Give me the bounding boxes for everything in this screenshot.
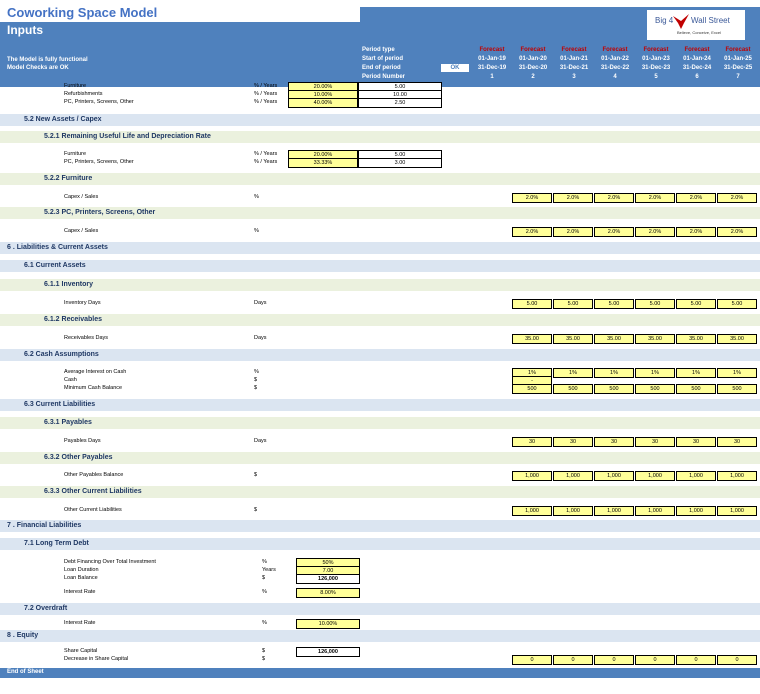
forecast-input[interactable]: 2.0% bbox=[635, 193, 675, 203]
pct-input[interactable]: 20.00% bbox=[288, 82, 358, 92]
heading-6-3: 6.3 Current Liabilities bbox=[24, 401, 96, 408]
period-number: 2 bbox=[531, 74, 535, 80]
row-label: PC, Printers, Screens, Other bbox=[64, 99, 134, 105]
overdraft-rate-input[interactable]: 10.00% bbox=[296, 619, 360, 629]
forecast-input[interactable]: 1% bbox=[553, 368, 593, 378]
heading-6: 6 . Liabilities & Current Assets bbox=[7, 244, 108, 251]
forecast-input[interactable]: 1% bbox=[594, 368, 634, 378]
title-bar bbox=[0, 0, 360, 22]
heading-6-1-2: 6.1.2 Receivables bbox=[44, 316, 102, 323]
heading-7: 7 . Financial Liabilities bbox=[7, 522, 82, 529]
forecast-input[interactable]: 5.00 bbox=[717, 299, 757, 309]
forecast-input[interactable]: 1,000 bbox=[512, 471, 552, 481]
period-number: 4 bbox=[613, 74, 617, 80]
forecast-input[interactable]: 35.00 bbox=[553, 334, 593, 344]
forecast-input[interactable]: 500 bbox=[717, 384, 757, 394]
row-label: Furniture bbox=[64, 83, 87, 89]
row-unit: % / Years bbox=[254, 91, 278, 97]
row-unit: % bbox=[262, 620, 267, 626]
forecast-input[interactable]: 35.00 bbox=[676, 334, 716, 344]
period-end: 31-Dec-25 bbox=[723, 65, 753, 71]
section-6-3-1 bbox=[0, 417, 760, 429]
forecast-input[interactable]: 30 bbox=[635, 437, 675, 447]
heading-7-1: 7.1 Long Term Debt bbox=[24, 540, 89, 547]
label-end: End of period bbox=[362, 65, 401, 71]
period-start: 01-Jan-19 bbox=[478, 56, 506, 62]
debt-input[interactable]: 7.00 bbox=[296, 566, 360, 576]
forecast-input[interactable]: 500 bbox=[594, 384, 634, 394]
row-unit: $ bbox=[254, 472, 258, 478]
period-end: 31-Dec-24 bbox=[682, 65, 712, 71]
status-functional: The Model is fully functional bbox=[7, 57, 88, 63]
row-label: Inventory Days bbox=[64, 300, 101, 306]
heading-6-1-1: 6.1.1 Inventory bbox=[44, 281, 94, 288]
debt-input[interactable]: 50% bbox=[296, 558, 360, 568]
forecast-input[interactable]: 2.0% bbox=[717, 193, 757, 203]
period-start: 01-Jan-24 bbox=[683, 56, 711, 62]
period-start: 01-Jan-25 bbox=[724, 56, 752, 62]
period-number: 3 bbox=[572, 74, 576, 80]
row-label: Receivables Days bbox=[64, 335, 109, 341]
forecast-input[interactable]: 1% bbox=[717, 368, 757, 378]
years-value: 5.00 bbox=[358, 150, 442, 160]
forecast-input[interactable]: 1,000 bbox=[676, 471, 716, 481]
row-unit: $ bbox=[254, 377, 258, 383]
section-6-1-2 bbox=[0, 314, 760, 326]
eagle-icon bbox=[671, 12, 691, 30]
logo bbox=[647, 10, 745, 40]
row-unit: Days bbox=[254, 438, 267, 444]
forecast-input[interactable]: 5.00 bbox=[594, 299, 634, 309]
heading-7-2: 7.2 Overdraft bbox=[24, 605, 68, 612]
label-number: Period Number bbox=[362, 74, 406, 80]
forecast-input[interactable]: 2.0% bbox=[512, 227, 552, 237]
period-number: 7 bbox=[736, 74, 740, 80]
forecast-input[interactable]: 1,000 bbox=[594, 471, 634, 481]
section-6-3 bbox=[0, 399, 760, 411]
pct-input[interactable]: 33.33% bbox=[288, 158, 358, 168]
share-capital-value: 126,000 bbox=[296, 647, 360, 657]
section-7-1 bbox=[0, 538, 760, 550]
forecast-input[interactable]: 35.00 bbox=[635, 334, 675, 344]
period-start: 01-Jan-20 bbox=[519, 56, 547, 62]
section-5-2-2 bbox=[0, 173, 760, 185]
page-title: Coworking Space Model bbox=[7, 5, 158, 20]
section-6-2 bbox=[0, 349, 760, 361]
row-label: Payables Days bbox=[64, 438, 101, 444]
subtitle-bar bbox=[0, 22, 360, 38]
period-number: 1 bbox=[490, 74, 494, 80]
forecast-input[interactable]: 500 bbox=[676, 384, 716, 394]
debt-input[interactable]: 8.00% bbox=[296, 588, 360, 598]
forecast-input[interactable]: 0 bbox=[553, 655, 593, 665]
heading-8: 8 . Equity bbox=[7, 632, 39, 639]
row-unit: Days bbox=[254, 335, 267, 341]
ok-badge: OK bbox=[441, 64, 469, 72]
debt-input: 126,000 bbox=[296, 574, 360, 584]
forecast-input[interactable]: 1,000 bbox=[553, 506, 593, 516]
row-label: Minimum Cash Balance bbox=[64, 385, 123, 391]
row-label: Decrease in Share Capital bbox=[64, 656, 129, 662]
section-6-1 bbox=[0, 260, 760, 272]
forecast-input[interactable]: 2.0% bbox=[717, 227, 757, 237]
forecast-input[interactable]: 0 bbox=[676, 655, 716, 665]
heading-5-2-2: 5.2.2 Furniture bbox=[44, 175, 93, 182]
row-unit: % bbox=[254, 369, 259, 375]
period-end: 31-Dec-19 bbox=[477, 65, 507, 71]
logo-text-a: Big 4 bbox=[655, 16, 674, 25]
period-type: Forecast bbox=[684, 47, 710, 53]
period-type: Forecast bbox=[602, 47, 628, 53]
row-label: Debt Financing Over Total Investment bbox=[64, 559, 156, 565]
forecast-input[interactable]: 1,000 bbox=[635, 506, 675, 516]
heading-6-2: 6.2 Cash Assumptions bbox=[24, 351, 99, 358]
years-value: 3.00 bbox=[358, 158, 442, 168]
forecast-input[interactable]: 35.00 bbox=[594, 334, 634, 344]
period-start: 01-Jan-22 bbox=[601, 56, 629, 62]
row-label: Furniture bbox=[64, 151, 87, 157]
row-label: Interest Rate bbox=[64, 589, 96, 595]
period-type: Forecast bbox=[479, 47, 505, 53]
period-end: 31-Dec-20 bbox=[518, 65, 548, 71]
forecast-input[interactable]: 500 bbox=[512, 384, 552, 394]
period-start: 01-Jan-23 bbox=[642, 56, 670, 62]
section-6-3-2 bbox=[0, 452, 760, 464]
heading-5-2-3: 5.2.3 PC, Printers, Screens, Other bbox=[44, 209, 156, 216]
section-6-3-3 bbox=[0, 486, 760, 498]
period-number: 5 bbox=[654, 74, 658, 80]
heading-6-3-3: 6.3.3 Other Current Liabilities bbox=[44, 488, 142, 495]
forecast-input[interactable]: 35.00 bbox=[512, 334, 552, 344]
row-label: Capex / Sales bbox=[64, 228, 99, 234]
cash-input[interactable]: - bbox=[512, 376, 552, 386]
forecast-input[interactable]: 2.0% bbox=[676, 193, 716, 203]
forecast-input[interactable]: 5.00 bbox=[635, 299, 675, 309]
logo-tagline: Believe, Conceive, Excel bbox=[677, 30, 722, 35]
row-label: Other Current Liabilities bbox=[64, 507, 122, 513]
forecast-input[interactable]: 1% bbox=[635, 368, 675, 378]
section-6-1-1 bbox=[0, 279, 760, 291]
row-unit: % / Years bbox=[254, 83, 278, 89]
pct-input[interactable]: 20.00% bbox=[288, 150, 358, 160]
forecast-input[interactable]: 500 bbox=[635, 384, 675, 394]
pct-input[interactable]: 10.00% bbox=[288, 90, 358, 100]
row-label: Cash bbox=[64, 377, 77, 383]
section-7-2 bbox=[0, 603, 760, 615]
heading-5-2-1: 5.2.1 Remaining Useful Life and Depreciation Rate bbox=[44, 133, 211, 140]
row-unit: % bbox=[254, 194, 259, 200]
row-label: Share Capital bbox=[64, 648, 98, 654]
period-end: 31-Dec-21 bbox=[559, 65, 589, 71]
end-of-sheet-bar bbox=[0, 668, 760, 678]
heading-6-1: 6.1 Current Assets bbox=[24, 262, 86, 269]
forecast-input[interactable]: 2.0% bbox=[512, 193, 552, 203]
row-unit: % bbox=[262, 589, 267, 595]
forecast-input[interactable]: 30 bbox=[676, 437, 716, 447]
heading-6-3-2: 6.3.2 Other Payables bbox=[44, 454, 113, 461]
status-header bbox=[0, 38, 360, 87]
page-subtitle: Inputs bbox=[7, 23, 43, 37]
period-end: 31-Dec-22 bbox=[600, 65, 630, 71]
section-8 bbox=[0, 630, 760, 642]
label-period-type: Period type bbox=[362, 47, 395, 53]
period-number: 6 bbox=[695, 74, 699, 80]
row-unit: % / Years bbox=[254, 151, 278, 157]
forecast-input[interactable]: 5.00 bbox=[676, 299, 716, 309]
row-unit: $ bbox=[262, 575, 266, 581]
row-unit: % bbox=[254, 228, 259, 234]
forecast-input[interactable]: 1,000 bbox=[717, 471, 757, 481]
row-label: Refurbishments bbox=[64, 91, 103, 97]
row-label: PC, Printers, Screens, Other bbox=[64, 159, 134, 165]
forecast-input[interactable]: 1,000 bbox=[512, 506, 552, 516]
forecast-input[interactable]: 0 bbox=[717, 655, 757, 665]
section-5-2-3 bbox=[0, 207, 760, 219]
row-unit: $ bbox=[262, 648, 266, 654]
section-5-2 bbox=[0, 114, 760, 126]
forecast-input[interactable]: 500 bbox=[553, 384, 593, 394]
forecast-input[interactable]: 1,000 bbox=[676, 506, 716, 516]
forecast-input[interactable]: 1,000 bbox=[635, 471, 675, 481]
forecast-input[interactable]: 30 bbox=[553, 437, 593, 447]
forecast-input[interactable]: 2.0% bbox=[635, 227, 675, 237]
label-start: Start of period bbox=[362, 56, 404, 62]
row-unit: Days bbox=[254, 300, 267, 306]
forecast-input[interactable]: 5.00 bbox=[512, 299, 552, 309]
forecast-input[interactable]: 1,000 bbox=[594, 506, 634, 516]
years-value: 10.00 bbox=[358, 90, 442, 100]
pct-input[interactable]: 40.00% bbox=[288, 98, 358, 108]
period-end: 31-Dec-23 bbox=[641, 65, 671, 71]
row-label: Loan Duration bbox=[64, 567, 99, 573]
row-unit: $ bbox=[262, 656, 266, 662]
forecast-input[interactable]: 2.0% bbox=[553, 227, 593, 237]
forecast-input[interactable]: 30 bbox=[512, 437, 552, 447]
row-unit: % / Years bbox=[254, 159, 278, 165]
forecast-input[interactable]: 2.0% bbox=[676, 227, 716, 237]
forecast-input[interactable]: 1,000 bbox=[553, 471, 593, 481]
section-6 bbox=[0, 242, 760, 254]
row-label: Loan Balance bbox=[64, 575, 98, 581]
row-unit: % / Years bbox=[254, 99, 278, 105]
forecast-input[interactable]: 0 bbox=[594, 655, 634, 665]
period-type: Forecast bbox=[520, 47, 546, 53]
row-label: Average Interest on Cash bbox=[64, 369, 127, 375]
forecast-input[interactable]: 30 bbox=[717, 437, 757, 447]
forecast-input[interactable]: 30 bbox=[594, 437, 634, 447]
years-value: 5.00 bbox=[358, 82, 442, 92]
section-5-2-1 bbox=[0, 131, 760, 143]
section-7 bbox=[0, 520, 760, 532]
end-of-sheet: End of Sheet bbox=[7, 669, 44, 675]
forecast-input[interactable]: 35.00 bbox=[717, 334, 757, 344]
row-unit: % bbox=[262, 559, 267, 565]
forecast-input[interactable]: 2.0% bbox=[594, 193, 634, 203]
forecast-input[interactable]: 1,000 bbox=[717, 506, 757, 516]
period-type: Forecast bbox=[643, 47, 669, 53]
row-label: Interest Rate bbox=[64, 620, 96, 626]
row-unit: $ bbox=[254, 385, 258, 391]
period-type: Forecast bbox=[561, 47, 587, 53]
forecast-input[interactable]: 5.00 bbox=[553, 299, 593, 309]
forecast-input[interactable]: 2.0% bbox=[594, 227, 634, 237]
forecast-input[interactable]: 1% bbox=[676, 368, 716, 378]
row-unit: Years bbox=[262, 567, 276, 573]
forecast-input[interactable]: 2.0% bbox=[553, 193, 593, 203]
status-checks: Model Checks are OK bbox=[7, 65, 69, 71]
period-type: Forecast bbox=[725, 47, 751, 53]
forecast-input[interactable]: 0 bbox=[512, 655, 552, 665]
heading-6-3-1: 6.3.1 Payables bbox=[44, 419, 92, 426]
row-unit: $ bbox=[254, 507, 258, 513]
forecast-input[interactable]: 1% bbox=[512, 368, 552, 378]
period-start: 01-Jan-21 bbox=[560, 56, 588, 62]
row-label: Other Payables Balance bbox=[64, 472, 124, 478]
logo-text-b: Wall Street bbox=[691, 16, 730, 25]
heading-5-2: 5.2 New Assets / Capex bbox=[24, 116, 102, 123]
forecast-input[interactable]: 0 bbox=[635, 655, 675, 665]
row-label: Capex / Sales bbox=[64, 194, 99, 200]
years-value: 2.50 bbox=[358, 98, 442, 108]
